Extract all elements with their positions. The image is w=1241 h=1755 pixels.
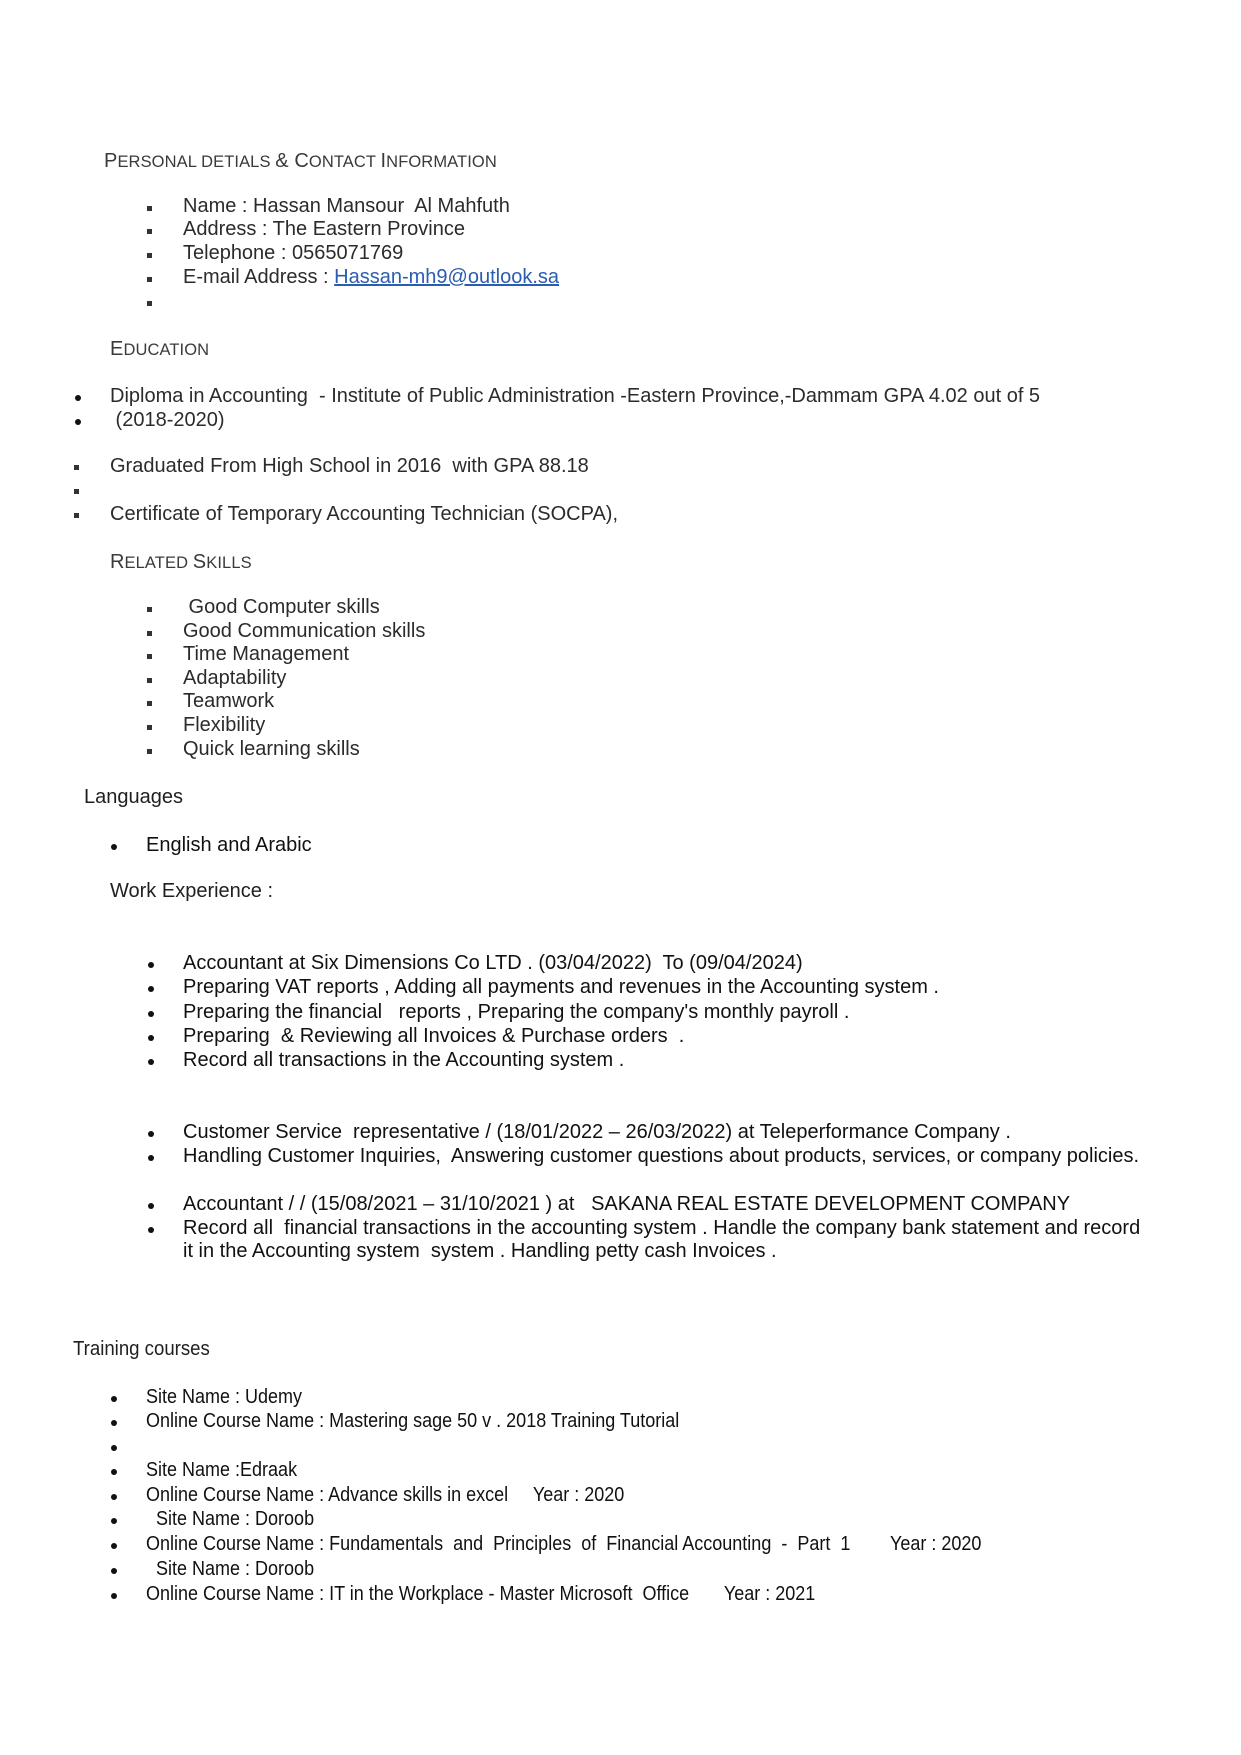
email-link[interactable]: Hassan-mh9@outlook.sa bbox=[334, 266, 560, 288]
round-bullet-icon bbox=[75, 395, 81, 401]
round-bullet-icon bbox=[148, 1155, 154, 1161]
skill-item: Adaptability bbox=[183, 667, 287, 689]
training-courses-heading: Training courses bbox=[73, 1338, 210, 1360]
round-bullet-icon bbox=[111, 1593, 117, 1599]
skills-heading: RELATED SKILLS bbox=[110, 551, 252, 573]
languages-heading: Languages bbox=[84, 786, 183, 808]
square-bullet-icon bbox=[147, 206, 152, 211]
square-bullet-icon bbox=[74, 489, 79, 494]
language-item: English and Arabic bbox=[146, 834, 312, 856]
training-item: Site Name :Edraak bbox=[146, 1459, 298, 1481]
work-item-title: Accountant at Six Dimensions Co LTD . (03/04/2022) To (09/04/2024) bbox=[183, 952, 803, 974]
round-bullet-icon bbox=[148, 1227, 154, 1233]
square-bullet-icon bbox=[74, 465, 79, 470]
round-bullet-icon bbox=[111, 1420, 117, 1426]
personal-details-heading: PERSONAL DETIALS & CONTACT INFORMATION bbox=[104, 150, 497, 172]
round-bullet-icon bbox=[111, 844, 117, 850]
round-bullet-icon bbox=[148, 1059, 154, 1065]
round-bullet-icon bbox=[148, 1131, 154, 1137]
round-bullet-icon bbox=[111, 1469, 117, 1475]
round-bullet-icon bbox=[111, 1518, 117, 1524]
training-item: Online Course Name : IT in the Workplace - Master Microsoft Office Year : 2021 bbox=[146, 1583, 816, 1605]
skill-item: Quick learning skills bbox=[183, 738, 360, 760]
training-item: Online Course Name : Fundamentals and Principles of Financial Accounting - Part 1 Year : 2020 bbox=[146, 1533, 982, 1555]
contact-name: Name : Hassan Mansour Al Mahfuth bbox=[183, 195, 510, 217]
work-item-duty-continued: it in the Accounting system system . Handling petty cash Invoices . bbox=[183, 1240, 777, 1262]
skill-item: Teamwork bbox=[183, 690, 275, 712]
round-bullet-icon bbox=[111, 1568, 117, 1574]
round-bullet-icon bbox=[111, 1396, 117, 1402]
work-item-duty: Record all financial transactions in the accounting system . Handle the company bank statement and record bbox=[183, 1217, 1141, 1239]
education-certificate: Certificate of Temporary Accounting Technician (SOCPA), bbox=[110, 503, 619, 525]
work-item-title: Accountant / / (15/08/2021 – 31/10/2021 ) at SAKANA REAL ESTATE DEVELOPMENT COMPANY bbox=[183, 1193, 1071, 1215]
work-item-duty: Record all transactions in the Accounting system . bbox=[183, 1049, 625, 1071]
square-bullet-icon bbox=[147, 631, 152, 636]
round-bullet-icon bbox=[111, 1445, 117, 1451]
square-bullet-icon bbox=[147, 701, 152, 706]
work-item-duty: Handling Customer Inquiries, Answering customer questions about products, services, or company policies. bbox=[183, 1145, 1140, 1167]
round-bullet-icon bbox=[111, 1494, 117, 1500]
education-diploma: Diploma in Accounting - Institute of Public Administration -Eastern Province,-Dammam GPA 4.02 out of 5 bbox=[110, 385, 1041, 407]
training-item: Online Course Name : Advance skills in excel Year : 2020 bbox=[146, 1484, 625, 1506]
skill-item: Flexibility bbox=[183, 714, 266, 736]
skill-item: Time Management bbox=[183, 643, 349, 665]
square-bullet-icon bbox=[147, 253, 152, 258]
work-item-title: Customer Service representative / (18/01/2022 – 26/03/2022) at Teleperformance Company . bbox=[183, 1121, 1011, 1143]
round-bullet-icon bbox=[148, 1011, 154, 1017]
round-bullet-icon bbox=[148, 1203, 154, 1209]
education-high-school: Graduated From High School in 2016 with GPA 88.18 bbox=[110, 455, 589, 477]
contact-telephone: Telephone : 0565071769 bbox=[183, 242, 404, 264]
contact-email-label: E-mail Address : bbox=[183, 266, 335, 288]
square-bullet-icon bbox=[147, 654, 152, 659]
square-bullet-icon bbox=[147, 229, 152, 234]
square-bullet-icon bbox=[147, 277, 152, 282]
training-item: Site Name : Udemy bbox=[146, 1386, 303, 1408]
square-bullet-icon bbox=[147, 301, 152, 306]
round-bullet-icon bbox=[148, 962, 154, 968]
training-item: Site Name : Doroob bbox=[146, 1508, 315, 1530]
contact-address: Address : The Eastern Province bbox=[183, 218, 465, 240]
contact-email-row bbox=[183, 266, 559, 289]
work-item-duty: Preparing VAT reports , Adding all payments and revenues in the Accounting system . bbox=[183, 976, 939, 998]
training-item: Site Name : Doroob bbox=[146, 1558, 315, 1580]
round-bullet-icon bbox=[148, 1035, 154, 1041]
square-bullet-icon bbox=[147, 678, 152, 683]
square-bullet-icon bbox=[147, 607, 152, 612]
round-bullet-icon bbox=[111, 1543, 117, 1549]
skill-item: Good Computer skills bbox=[183, 596, 380, 618]
round-bullet-icon bbox=[75, 419, 81, 425]
education-diploma-years: (2018-2020) bbox=[110, 409, 225, 431]
square-bullet-icon bbox=[74, 513, 79, 518]
square-bullet-icon bbox=[147, 749, 152, 754]
work-experience-heading: Work Experience : bbox=[110, 880, 274, 902]
work-item-duty: Preparing & Reviewing all Invoices & Purchase orders . bbox=[183, 1025, 685, 1047]
skill-item: Good Communication skills bbox=[183, 620, 426, 642]
square-bullet-icon bbox=[147, 725, 152, 730]
education-heading: EDUCATION bbox=[110, 338, 210, 360]
training-item: Online Course Name : Mastering sage 50 v . 2018 Training Tutorial bbox=[146, 1410, 680, 1432]
work-item-duty: Preparing the financial reports , Preparing the company's monthly payroll . bbox=[183, 1001, 850, 1023]
round-bullet-icon bbox=[148, 986, 154, 992]
